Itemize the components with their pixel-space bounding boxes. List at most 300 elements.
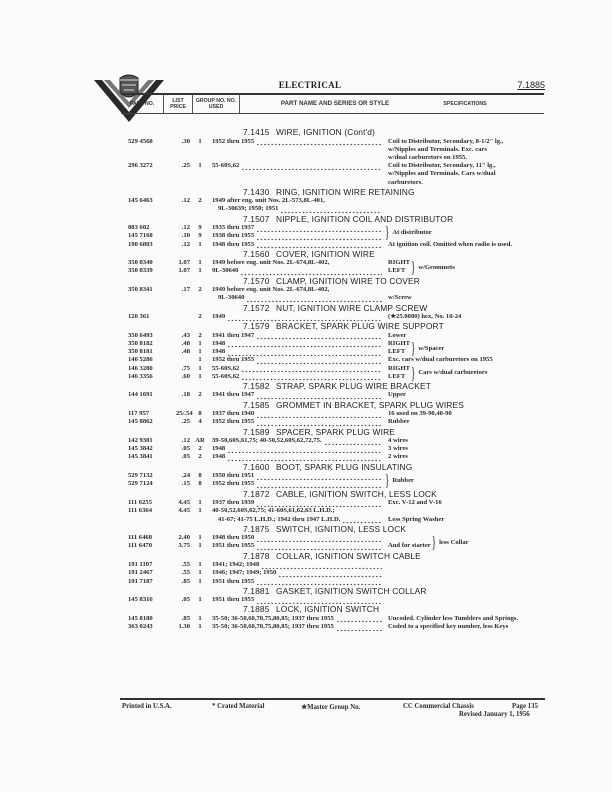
part-number: 191 7187 bbox=[128, 577, 153, 585]
part-row bbox=[0, 445, 612, 453]
specification-line bbox=[388, 534, 390, 542]
series-description bbox=[208, 561, 384, 569]
specification bbox=[384, 373, 405, 381]
specification bbox=[384, 623, 508, 631]
quantity-used: 1 bbox=[198, 240, 202, 248]
part-number: 191 1107 bbox=[128, 561, 153, 569]
quantity-used: 1 bbox=[198, 499, 202, 507]
part-number: 350 8341 bbox=[128, 286, 153, 294]
quantity-used: 1 bbox=[198, 339, 202, 347]
list-price: .12 bbox=[181, 240, 190, 248]
quantity-used: 2 bbox=[198, 286, 202, 294]
quantity-used: 8 bbox=[198, 472, 202, 480]
description-text: 1949 before eng. unit Nos. 2L-674,8L-402, bbox=[212, 286, 330, 294]
section-heading bbox=[0, 604, 612, 615]
specification bbox=[384, 241, 512, 249]
list-price: .12 bbox=[181, 224, 190, 232]
series-description bbox=[208, 241, 384, 249]
specification bbox=[384, 313, 461, 321]
part-row bbox=[0, 348, 410, 356]
footer-crated: * Crated Material bbox=[212, 703, 265, 710]
specification-line: RIGHT bbox=[388, 339, 410, 347]
list-price: 4.45 bbox=[178, 499, 190, 507]
part-number: 117 957 bbox=[128, 410, 150, 418]
description-text: 41-67; 41-75 L.H.D.; 1942 thru 1947 L.H.D. bbox=[218, 515, 341, 523]
specification-line: RIGHT bbox=[388, 259, 410, 267]
specification bbox=[384, 259, 410, 267]
group-specification: w/Spacer bbox=[418, 344, 445, 352]
group-number: 7.1881 bbox=[243, 585, 270, 596]
part-name: WIRE, IGNITION (Cont'd) bbox=[276, 127, 376, 137]
description-text: 1948 thru 1955 bbox=[212, 240, 255, 248]
part-number: 145 8862 bbox=[128, 418, 153, 426]
quantity-used: 4 bbox=[198, 418, 202, 426]
part-name: NUT, IGNITION WIRE CLAMP SCREW bbox=[276, 302, 428, 313]
description-line bbox=[212, 615, 384, 623]
part-name: BOOT, SPARK PLUG INSULATING bbox=[276, 461, 413, 472]
series-description bbox=[208, 356, 384, 364]
quantity-used: 1 bbox=[198, 577, 202, 585]
part-number: 145 6463 bbox=[128, 197, 153, 205]
quantity-used: 1 bbox=[198, 259, 202, 267]
specification bbox=[384, 453, 408, 461]
part-name: SWITCH, IGNITION, LESS LOCK bbox=[276, 523, 407, 534]
bracketed-group bbox=[0, 472, 612, 488]
dot-leader bbox=[227, 313, 382, 321]
list-price: .05 bbox=[181, 596, 190, 604]
description-line bbox=[212, 480, 384, 488]
part-row bbox=[0, 286, 612, 302]
quantity-used: 2 bbox=[198, 453, 202, 461]
series-description bbox=[208, 340, 384, 348]
section-heading bbox=[0, 524, 612, 535]
dot-leader bbox=[336, 615, 382, 623]
description-line bbox=[212, 162, 384, 170]
quantity-used: 2 bbox=[198, 391, 202, 399]
col-list-price: LIST PRICE bbox=[170, 98, 186, 110]
footer-printed: Printed in U.S.A. bbox=[122, 703, 172, 710]
part-name: LOCK, IGNITION SWITCH bbox=[276, 604, 380, 615]
dot-leader bbox=[256, 410, 382, 418]
description-text: 1946; 1947; 1949; 1950 bbox=[212, 569, 277, 577]
section-heading bbox=[0, 489, 612, 500]
description-text: 1937 thru 1940 bbox=[212, 410, 255, 418]
list-price: 1.30 bbox=[178, 623, 190, 631]
part-row bbox=[0, 365, 410, 373]
col-part-no: PART NO. bbox=[129, 101, 155, 107]
part-row bbox=[0, 267, 410, 275]
series-description bbox=[208, 623, 384, 631]
header-rule bbox=[121, 93, 544, 95]
dot-leader bbox=[256, 138, 382, 146]
section-heading bbox=[0, 400, 612, 411]
specification-line bbox=[388, 286, 412, 294]
quantity-used: 1 bbox=[198, 569, 202, 577]
part-row bbox=[0, 569, 612, 577]
part-row bbox=[0, 418, 612, 426]
list-price: .55 bbox=[181, 569, 190, 577]
specification-line: LEFT bbox=[388, 372, 406, 380]
description-text: 1948 bbox=[212, 445, 226, 453]
specification-line: 3 wires bbox=[388, 445, 408, 453]
description-line bbox=[212, 561, 384, 569]
series-description bbox=[208, 418, 384, 426]
description-line bbox=[212, 453, 384, 461]
description-text: 1941 thru 1947 bbox=[212, 331, 255, 339]
part-number: 146 3356 bbox=[128, 372, 153, 380]
series-description bbox=[208, 499, 384, 507]
series-description bbox=[208, 534, 384, 542]
quantity-used: 1 bbox=[198, 507, 202, 515]
section-heading bbox=[0, 427, 612, 438]
part-row bbox=[0, 356, 612, 364]
description-text: 1948 bbox=[212, 348, 226, 356]
description-text: 1941; 1942; 1948 bbox=[212, 561, 260, 569]
list-price: .25 bbox=[181, 418, 190, 426]
group-number: 7.1585 bbox=[243, 399, 270, 410]
dot-leader bbox=[342, 516, 382, 524]
specification-line bbox=[388, 507, 444, 515]
quantity-used: 2 bbox=[198, 445, 202, 453]
series-description bbox=[208, 569, 384, 577]
list-price: .25 bbox=[181, 162, 190, 170]
description-text: 1951 thru 1955 bbox=[212, 596, 255, 604]
section-heading bbox=[0, 303, 612, 314]
description-line bbox=[212, 138, 384, 146]
specification bbox=[384, 615, 518, 623]
description-line bbox=[212, 472, 384, 480]
group-number: 7.1579 bbox=[243, 321, 270, 332]
description-line bbox=[212, 516, 384, 524]
series-description bbox=[208, 410, 384, 418]
specification bbox=[384, 410, 452, 418]
footer-page: Page 135 bbox=[512, 703, 538, 710]
specification bbox=[384, 332, 406, 340]
list-price: .75 bbox=[181, 364, 190, 372]
description-line bbox=[212, 340, 384, 348]
list-price: .05 bbox=[181, 445, 190, 453]
specification-line: Upper bbox=[388, 391, 406, 399]
series-description bbox=[208, 596, 384, 604]
quantity-used: 1 bbox=[198, 267, 202, 275]
dot-leader bbox=[256, 356, 382, 364]
bracketed-group bbox=[0, 534, 612, 550]
group-number: 7.1572 bbox=[243, 302, 270, 313]
group-number: 7.1878 bbox=[243, 550, 270, 561]
group-specification: At distributor bbox=[392, 228, 432, 236]
list-price: 1.07 bbox=[178, 259, 190, 267]
description-text: 1941 thru 1947 bbox=[212, 391, 255, 399]
section-heading bbox=[0, 381, 612, 392]
description-text: 1952 thru 1955 bbox=[212, 137, 255, 145]
col-specifications: SPECIFICATIONS bbox=[443, 101, 487, 107]
page-group-code: 7.1885 bbox=[517, 80, 545, 90]
dot-leader bbox=[256, 480, 382, 488]
list-price: .17 bbox=[181, 286, 190, 294]
dot-leader bbox=[280, 205, 382, 213]
group-number: 7.1885 bbox=[243, 604, 270, 615]
part-number: 111 6364 bbox=[128, 507, 152, 515]
description-text: 9L-30639; 1950; 1951 bbox=[218, 205, 279, 213]
dot-leader bbox=[246, 294, 382, 302]
section-heading bbox=[0, 586, 612, 597]
dot-leader bbox=[256, 418, 382, 426]
description-text: 1948 bbox=[212, 339, 226, 347]
series-description bbox=[208, 267, 384, 275]
part-row bbox=[0, 578, 612, 586]
description-text: 1952 thru 1955 bbox=[212, 418, 255, 426]
part-row bbox=[0, 259, 410, 267]
parts-list bbox=[0, 127, 612, 631]
description-line bbox=[212, 348, 384, 356]
specification-line: w/Nipples and Terminals. Exc. cars bbox=[388, 145, 487, 153]
dot-leader bbox=[241, 373, 382, 381]
description-text: 1949 after eng. unit Nos. 2L-573,8L-401, bbox=[212, 197, 325, 205]
description-text: 55-60S,62 bbox=[212, 162, 240, 170]
description-text: 40-50,52,60S,62,75; 41-60S,61,62,63 L.H.D.; bbox=[212, 507, 335, 515]
group-number: 7.1872 bbox=[243, 488, 270, 499]
list-price: .18 bbox=[181, 391, 190, 399]
description-line bbox=[212, 578, 384, 586]
description-line bbox=[212, 391, 384, 399]
footer-rule bbox=[120, 698, 545, 700]
part-row bbox=[0, 313, 612, 321]
series-description bbox=[208, 578, 384, 586]
description-line bbox=[212, 410, 384, 418]
specification-line: w/dual carburetors on 1955. bbox=[388, 153, 468, 161]
quantity-used: 1 bbox=[198, 534, 202, 542]
quantity-used: 2 bbox=[198, 197, 202, 205]
list-price: .85 bbox=[181, 577, 190, 585]
part-row bbox=[0, 596, 612, 604]
specification-line: carburetors. bbox=[388, 178, 423, 186]
description-text: 1951 thru 1955 bbox=[212, 577, 255, 585]
part-number: 142 9301 bbox=[128, 437, 153, 445]
specification-line: 16 used on 39-90,40-90 bbox=[388, 410, 452, 418]
specification bbox=[384, 534, 390, 542]
list-price: 1.07 bbox=[178, 267, 190, 275]
series-description bbox=[208, 232, 384, 240]
list-price: .10 bbox=[181, 232, 190, 240]
part-row bbox=[0, 232, 384, 240]
list-price: .55 bbox=[181, 561, 190, 569]
quantity-used: 1 bbox=[198, 596, 202, 604]
description-line bbox=[212, 365, 384, 373]
part-number: 529 4568 bbox=[128, 137, 153, 145]
part-number: 145 3841 bbox=[128, 453, 153, 461]
column-divider bbox=[239, 94, 240, 113]
list-price bbox=[176, 356, 190, 364]
description-text: 1951 thru 1955 bbox=[212, 542, 255, 550]
specification-line: w/Screw bbox=[388, 294, 412, 302]
part-row bbox=[0, 499, 612, 507]
description-line bbox=[212, 313, 384, 321]
part-row bbox=[0, 561, 612, 569]
quantity-used: 1 bbox=[198, 364, 202, 372]
col-group-no: GROUP NO. NO. USED bbox=[195, 98, 237, 110]
dot-leader bbox=[227, 348, 382, 356]
description-text: 1948 bbox=[212, 453, 226, 461]
description-line bbox=[212, 356, 384, 364]
specification bbox=[384, 499, 442, 507]
description-line bbox=[212, 596, 384, 604]
part-row bbox=[0, 340, 410, 348]
section-heading bbox=[0, 249, 612, 260]
part-name: SPACER, SPARK PLUG WIRE bbox=[276, 426, 396, 437]
series-description bbox=[208, 453, 384, 461]
description-line bbox=[212, 197, 384, 205]
dot-leader bbox=[256, 578, 382, 586]
brace-icon: } bbox=[431, 532, 437, 552]
group-rows bbox=[0, 365, 410, 381]
description-line bbox=[212, 534, 384, 542]
description-text: 55-60S,62 bbox=[212, 372, 240, 380]
header-bottom-rule bbox=[121, 113, 544, 114]
description-text: 1949 bbox=[212, 313, 226, 321]
group-number: 7.1570 bbox=[243, 275, 270, 286]
specification-line: Coded to a specified key number, less Keys bbox=[388, 623, 509, 631]
specification-line: Coil to Distributor, Secondary, 11" lg., bbox=[388, 162, 496, 170]
specification-line: LEFT bbox=[388, 348, 406, 356]
list-price: .48 bbox=[181, 339, 190, 347]
series-description bbox=[208, 365, 384, 373]
list-price: .30 bbox=[181, 137, 190, 145]
quantity-used: 9 bbox=[198, 232, 202, 240]
specification-line: And for starter bbox=[388, 542, 431, 550]
dot-leader bbox=[240, 267, 382, 275]
series-description bbox=[208, 286, 384, 302]
series-description bbox=[208, 197, 384, 213]
list-price: .15 bbox=[181, 480, 190, 488]
series-description bbox=[208, 138, 384, 163]
quantity-used: 9 bbox=[198, 224, 202, 232]
specification bbox=[384, 286, 412, 302]
series-description bbox=[208, 472, 384, 480]
quantity-used: 1 bbox=[198, 162, 202, 170]
specification-line: w/Nipples and Terminals. Cars w/dual bbox=[388, 170, 496, 178]
part-name: BRACKET, SPARK PLUG WIRE SUPPORT bbox=[276, 321, 444, 332]
part-name: STRAP, SPARK PLUG WIRE BRACKET bbox=[276, 380, 431, 391]
description-line bbox=[212, 267, 384, 275]
dot-leader bbox=[256, 499, 382, 507]
dot-leader bbox=[324, 437, 382, 445]
section-heading bbox=[0, 462, 612, 473]
specification bbox=[384, 418, 410, 426]
description-line bbox=[212, 232, 384, 240]
list-price: .48 bbox=[181, 348, 190, 356]
list-price bbox=[176, 313, 190, 321]
series-description bbox=[208, 348, 384, 356]
list-price: .24 bbox=[181, 472, 190, 480]
brace-icon: } bbox=[385, 470, 390, 490]
description-text: 9L-30640 bbox=[218, 294, 245, 302]
dot-leader bbox=[256, 472, 382, 480]
brace-icon: } bbox=[410, 338, 416, 358]
quantity-used: 1 bbox=[198, 137, 202, 145]
part-name: CABLE, IGNITION SWITCH, LESS LOCK bbox=[276, 488, 437, 499]
description-text: 1938 thru 1955 bbox=[212, 232, 255, 240]
quantity-used: 1 bbox=[198, 614, 202, 622]
list-price: 3.75 bbox=[178, 542, 190, 550]
part-number: 144 1691 bbox=[128, 391, 153, 399]
part-name: GASKET, IGNITION SWITCH COLLAR bbox=[276, 585, 427, 596]
part-number: 350 6493 bbox=[128, 331, 153, 339]
section-heading bbox=[0, 187, 612, 198]
part-number: 146 5286 bbox=[128, 356, 153, 364]
description-text: 9L-30640 bbox=[212, 267, 239, 275]
quantity-used: 1 bbox=[198, 348, 202, 356]
quantity-used: 1 bbox=[198, 561, 202, 569]
description-text: 35-50; 36-50,60,70,75,80,85; 1937 thru 1955 bbox=[212, 614, 334, 622]
specification-line: RIGHT bbox=[388, 364, 410, 372]
dot-leader bbox=[256, 232, 382, 240]
description-text: 1948 thru 1950 bbox=[212, 534, 255, 542]
part-number: 111 6468 bbox=[128, 534, 152, 542]
specification-line: Coil to Distributor, Secondary, 8-1/2" lg., bbox=[388, 137, 504, 145]
part-number: 146 3280 bbox=[128, 364, 153, 372]
part-row bbox=[0, 480, 384, 488]
quantity-used: 1 bbox=[198, 372, 202, 380]
part-name: CLAMP, IGNITION WIRE TO COVER bbox=[276, 275, 420, 286]
description-line bbox=[212, 332, 384, 340]
description-line bbox=[212, 499, 384, 507]
specification-line: Exc. cars w/dual carburetors on 1955 bbox=[388, 356, 493, 364]
part-name: RING, IGNITION WIRE RETAINING bbox=[276, 186, 415, 197]
list-price: .12 bbox=[181, 437, 190, 445]
description-line bbox=[212, 205, 384, 213]
quantity-used: 1 bbox=[198, 623, 202, 631]
part-number: 190 6803 bbox=[128, 240, 153, 248]
part-number: 529 7124 bbox=[128, 480, 153, 488]
group-number: 7.1430 bbox=[243, 186, 270, 197]
description-line bbox=[212, 294, 384, 302]
part-number: 191 2467 bbox=[128, 569, 153, 577]
dot-leader bbox=[256, 596, 382, 604]
part-number: 350 8340 bbox=[128, 259, 153, 267]
quantity-used: 8 bbox=[198, 410, 202, 418]
dot-leader bbox=[256, 534, 382, 542]
part-row bbox=[0, 197, 612, 213]
description-line bbox=[212, 373, 384, 381]
part-row bbox=[0, 241, 612, 249]
part-name: COVER, IGNITION WIRE bbox=[276, 248, 375, 259]
brace-icon: } bbox=[410, 363, 416, 383]
part-row bbox=[0, 162, 612, 187]
part-row bbox=[0, 534, 431, 542]
part-row bbox=[0, 373, 410, 381]
part-number: 883 602 bbox=[128, 224, 150, 232]
group-specification: Cars w/dual carburetors bbox=[418, 369, 488, 377]
list-price: .12 bbox=[181, 197, 190, 205]
specification-line: Rubber bbox=[388, 418, 410, 426]
specification bbox=[384, 391, 406, 399]
series-description bbox=[208, 542, 384, 550]
specification bbox=[384, 340, 410, 348]
description-line bbox=[212, 542, 384, 550]
series-description bbox=[208, 480, 384, 488]
dot-leader bbox=[336, 623, 382, 631]
part-number: 350 8182 bbox=[128, 339, 153, 347]
brace-icon: } bbox=[410, 257, 416, 277]
group-rows bbox=[0, 340, 410, 356]
list-price: 2.40 bbox=[178, 534, 190, 542]
part-number: 111 6470 bbox=[128, 542, 152, 550]
dot-leader bbox=[227, 445, 382, 453]
part-row bbox=[0, 138, 612, 163]
description-text: 1952 thru 1955 bbox=[212, 480, 255, 488]
specification bbox=[384, 437, 408, 445]
series-description bbox=[208, 373, 384, 381]
